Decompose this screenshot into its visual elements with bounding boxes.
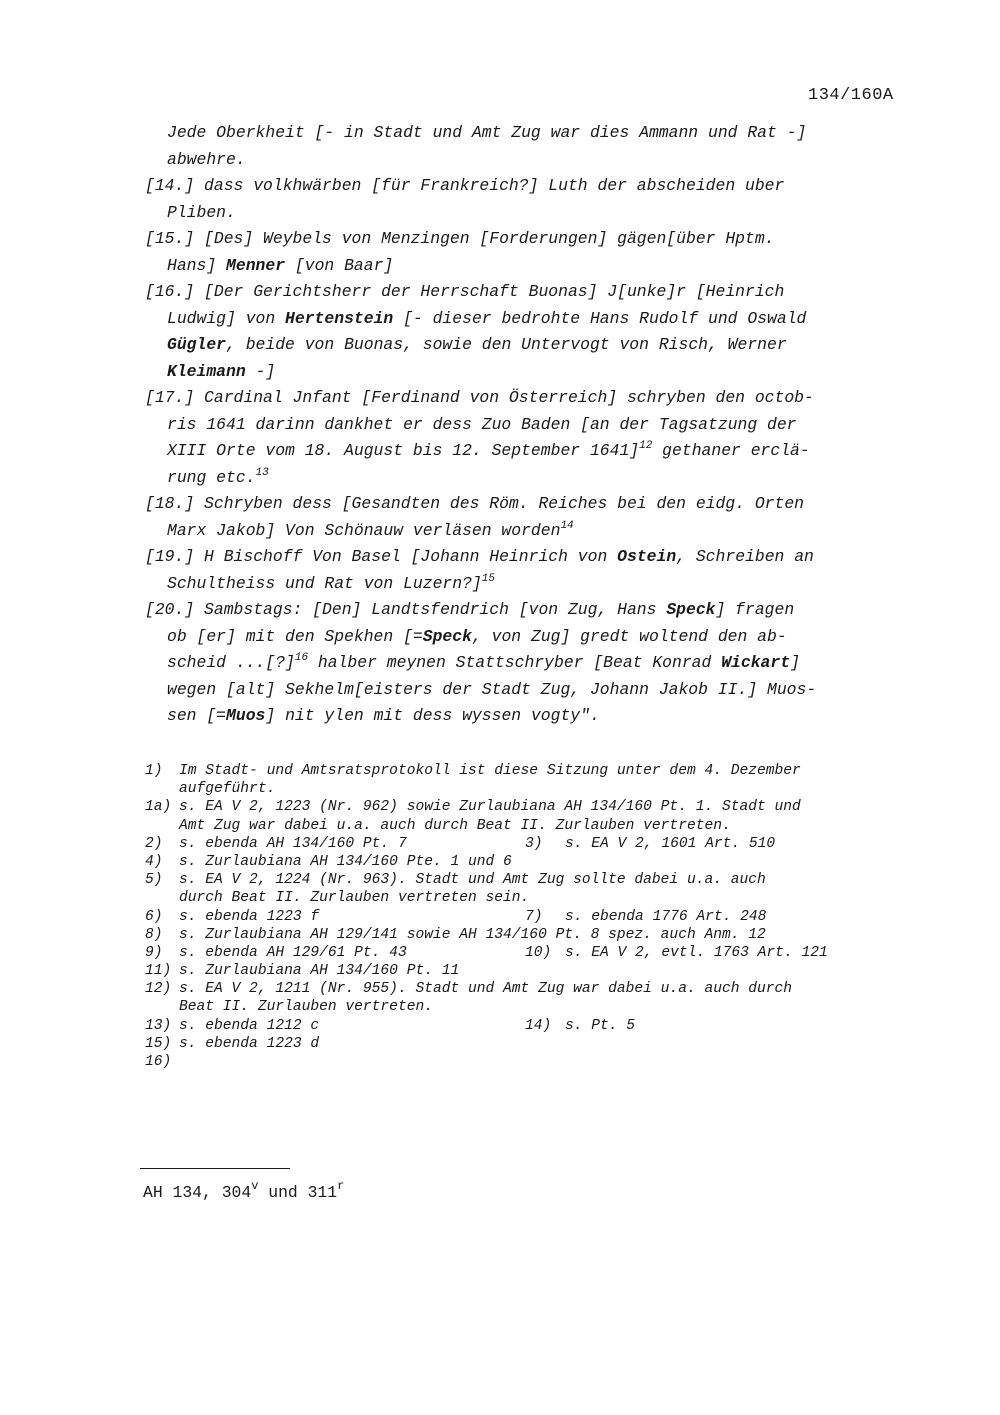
text-line: ris 1641 darinn dankhet er dess Zuo Baden [an der Tagsatzung der xyxy=(167,414,797,434)
text-line: Kleimann -] xyxy=(167,361,276,381)
text-line: Gügler, beide von Buonas, sowie den Untervogt von Risch, Werner xyxy=(167,335,787,354)
name-ostein: Ostein xyxy=(617,547,677,566)
footnote: 4) s. Zurlaubiana AH 134/160 Pte. 1 und 6 xyxy=(145,853,512,870)
name-guegler: Gügler xyxy=(167,335,227,354)
footnote-ref: 12 xyxy=(639,440,653,452)
footnote: 11) s. Zurlaubiana AH 134/160 Pt. 11 xyxy=(145,963,460,980)
footnote: Beat II. Zurlauben vertreten. xyxy=(179,999,433,1016)
footnote: 9) s. ebenda AH 129/61 Pt. 43 10) s. EA V 2, evtl. 1763 Art. 121 xyxy=(145,944,828,961)
text-line: Jede Oberkheit [- in Stadt und Amt Zug war dies Ammann und Rat -] xyxy=(167,123,807,142)
footnote: 15) s. ebenda 1223 d xyxy=(145,1035,320,1052)
name-speck: Speck xyxy=(422,626,472,646)
name-muos: Muos xyxy=(226,706,266,725)
entry-15: [15.] [Des] Weybels von Menzingen [Forderungen] gägen[über Hptm. xyxy=(145,229,775,248)
footnote: 8) s. Zurlaubiana AH 129/141 sowie AH 134/160 Pt. 8 spez. auch Anm. 12 xyxy=(145,926,766,943)
name-wickart: Wickart xyxy=(721,653,791,672)
name-kleimann: Kleimann xyxy=(167,361,246,381)
text-line: Marx Jakob] Von Schönauw verläsen worden$^{14}$ xyxy=(167,519,574,540)
recto-mark: r xyxy=(337,1179,345,1193)
footnote: aufgeführt. xyxy=(179,781,276,798)
entry-14: [14.] dass volkhwärben [für Frankreich?] Luth der abscheiden uber xyxy=(145,176,785,195)
entry-18: [18.] Schryben dess [Gesandten des Röm. Reiches bei den eidg. Orten xyxy=(145,494,805,513)
footer-divider xyxy=(140,1168,290,1169)
footnote: 16) xyxy=(145,1054,172,1070)
name-hertenstein: Hertenstein xyxy=(285,308,394,328)
footnote: 6) s. ebenda 1223 f 7) s. ebenda 1776 Art. 248 xyxy=(145,908,767,925)
entry-19: [19.] H Bischoff Von Basel [Johann Heinrich von Ostein, Schreiben an xyxy=(145,547,814,566)
source-reference: AH 134, 304$^v$ und 311$^r$ xyxy=(143,1179,345,1202)
footnote-ref: 16 xyxy=(294,652,309,664)
text-line: ob [er] mit den Spekhen [=Speck, von Zug] gredt woltend den ab- xyxy=(167,626,787,646)
text-line: rung etc.$^{13}$ xyxy=(167,466,269,487)
text-line: abwehre. xyxy=(167,149,246,169)
footnote-ref: 15 xyxy=(481,572,495,585)
entry-17: [17.] Cardinal Jnfant [Ferdinand von Österreich] schryben den octob- xyxy=(145,388,814,407)
text-line: Hans] Menner [von Baar] xyxy=(167,255,394,275)
name-menner: Menner xyxy=(226,255,286,275)
text-line: Ludwig] von Hertenstein [- dieser bedrohte Hans Rudolf und Oswald xyxy=(167,308,807,328)
footnote-ref: 13 xyxy=(255,466,269,479)
text-line: sen [=Muos] nit ylen mit dess wyssen vogty". xyxy=(167,706,600,725)
page-number: 134/160A xyxy=(808,86,894,105)
footnotes xyxy=(145,762,915,1071)
text-line: XIII Orte vom 18. August bis 12. September 1641]$^{12}$ gethaner erclä- xyxy=(167,440,810,460)
footnote: 2) s. ebenda AH 134/160 Pt. 7 3) s. EA V 2, 1601 Art. 510 xyxy=(145,835,776,852)
footnote: 1) Im Stadt- und Amtsratsprotokoll ist diese Sitzung unter dem 4. Dezember xyxy=(145,763,801,779)
footnote-ref: 14 xyxy=(560,519,574,532)
footnote: 1a) s. EA V 2, 1223 (Nr. 962) sowie Zurlaubiana AH 134/160 Pt. 1. Stadt und xyxy=(145,799,801,816)
footnote: 13) s. ebenda 1212 c 14) s. Pt. 5 xyxy=(145,1017,636,1034)
footnote: 5) s. EA V 2, 1224 (Nr. 963). Stadt und Amt Zug sollte dabei u.a. auch xyxy=(145,872,766,889)
text-line: scheid ...[?]$^{16}$ halber meynen Stattschryber [Beat Konrad Wickart] xyxy=(167,652,800,672)
name-speck: Speck xyxy=(666,600,716,619)
transcription-body xyxy=(145,120,905,730)
text-line: Pliben. xyxy=(167,202,236,222)
text-line: wegen [alt] Sekhelm[eisters der Stadt Zug, Johann Jakob II.] Muos- xyxy=(167,679,817,699)
footnote: Amt Zug war dabei u.a. auch durch Beat II. Zurlauben vertreten. xyxy=(179,817,731,834)
footnote: durch Beat II. Zurlauben vertreten sein. xyxy=(179,890,530,907)
footnote: 12) s. EA V 2, 1211 (Nr. 955). Stadt und Amt Zug war dabei u.a. auch durch xyxy=(145,981,793,998)
entry-16: [16.] [Der Gerichtsherr der Herrschaft Buonas] J[unke]r [Heinrich xyxy=(145,282,785,301)
entry-20: [20.] Sambstags: [Den] Landtsfendrich [von Zug, Hans Speck] fragen xyxy=(145,600,795,619)
text-line: Schultheiss und Rat von Luzern?]$^{15}$ xyxy=(167,572,495,593)
verso-mark: v xyxy=(251,1179,259,1193)
